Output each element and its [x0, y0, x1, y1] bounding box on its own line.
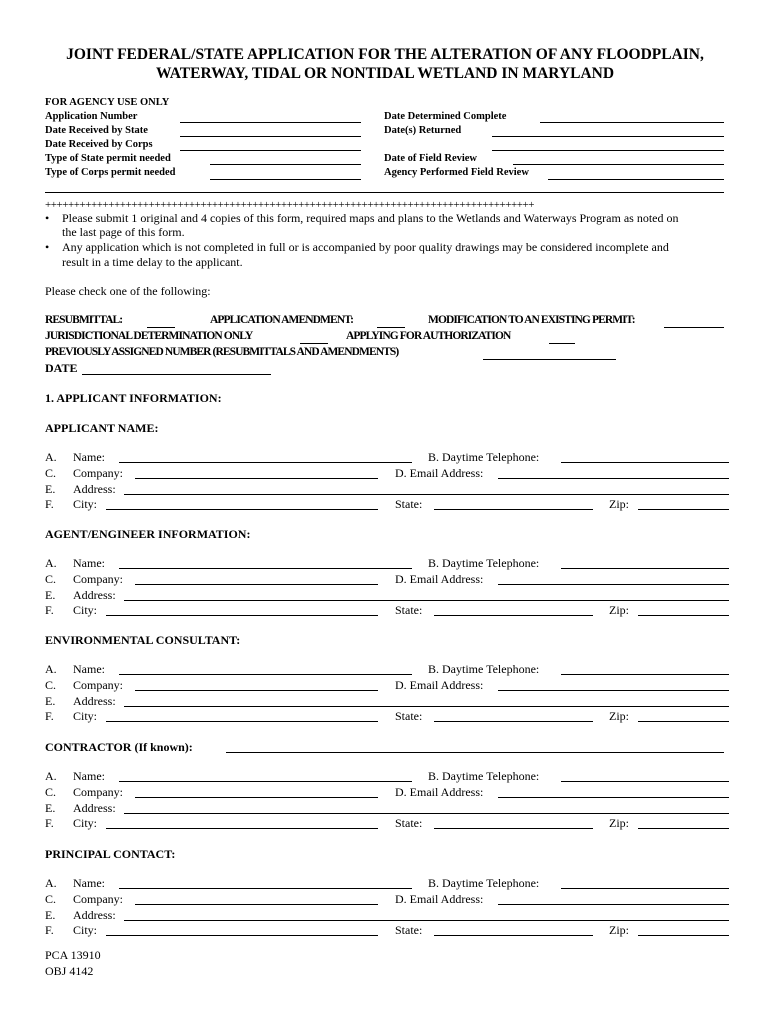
- label-date-determined-complete: Date Determined Complete: [384, 111, 507, 122]
- applicant-name-label: Name:: [73, 450, 105, 464]
- label-corps-permit-type: Type of Corps permit needed: [45, 167, 176, 178]
- applicant-phone-label: B. Daytime Telephone:: [428, 450, 540, 464]
- agent-zip-label: Zip:: [609, 603, 629, 617]
- agent-state-label: State:: [395, 603, 423, 617]
- principal-phone-field[interactable]: [561, 888, 729, 889]
- label-state-permit-type: Type of State permit needed: [45, 153, 171, 164]
- bullet-1-line-2: the last page of this form.: [62, 225, 185, 239]
- consultant-email-field[interactable]: [498, 690, 729, 691]
- consultant-zip-field[interactable]: [638, 721, 729, 722]
- agent-zip-field[interactable]: [638, 615, 729, 616]
- field-application-number[interactable]: [180, 122, 361, 123]
- contractor-company-label: Company:: [73, 785, 123, 799]
- agent-email-label: D. Email Address:: [395, 572, 484, 586]
- applicant-c-marker: C.: [45, 466, 57, 480]
- principal-email-label: D. Email Address:: [395, 892, 484, 906]
- principal-name-field[interactable]: [119, 888, 412, 889]
- bullet-2-line-1: Any application which is not completed in full or is accompanied by poor quality drawings may be considered incomplete and: [62, 240, 669, 254]
- principal-address-field[interactable]: [124, 920, 729, 921]
- consultant-c-marker: C.: [45, 678, 57, 692]
- applicant-company-field[interactable]: [135, 478, 378, 479]
- principal-c-marker: C.: [45, 892, 57, 906]
- principal-zip-field[interactable]: [638, 935, 729, 936]
- option-authorization-check[interactable]: [549, 343, 575, 344]
- contractor-city-field[interactable]: [106, 828, 378, 829]
- consultant-state-label: State:: [395, 709, 423, 723]
- check-prompt: Please check one of the following:: [45, 284, 211, 298]
- agent-company-label: Company:: [73, 572, 123, 586]
- option-amendment-check[interactable]: [377, 327, 405, 328]
- agent-a-marker: A.: [45, 556, 57, 570]
- agent-phone-label: B. Daytime Telephone:: [428, 556, 540, 570]
- field-date[interactable]: [82, 374, 271, 375]
- consultant-a-marker: A.: [45, 662, 57, 676]
- agent-address-label: Address:: [73, 588, 116, 602]
- field-dates-returned[interactable]: [492, 136, 724, 137]
- applicant-e-marker: E.: [45, 482, 56, 496]
- option-jurisdictional-label: JURISDICTIONAL DETERMINATION ONLY: [45, 330, 253, 342]
- principal-city-field[interactable]: [106, 935, 378, 936]
- bullet-1-line-1: Please submit 1 original and 4 copies of this form, required maps and plans to the Wetlands and Waterways Program as noted on: [62, 211, 679, 225]
- field-date-received-corps[interactable]: [180, 150, 361, 151]
- applicant-f-marker: F.: [45, 497, 54, 511]
- option-amendment-label: APPLICATION AMENDMENT:: [210, 314, 354, 326]
- label-date-field-review: Date of Field Review: [384, 153, 478, 164]
- contractor-company-field[interactable]: [135, 797, 378, 798]
- agency-use-heading: FOR AGENCY USE ONLY: [45, 97, 170, 108]
- applicant-city-label: City:: [73, 497, 98, 511]
- principal-name-label: Name:: [73, 876, 105, 890]
- principal-a-marker: A.: [45, 876, 57, 890]
- agent-company-field[interactable]: [135, 584, 378, 585]
- option-date-label: DATE: [45, 361, 78, 375]
- contractor-email-field[interactable]: [498, 797, 729, 798]
- consultant-name-label: Name:: [73, 662, 105, 676]
- contractor-zip-field[interactable]: [638, 828, 729, 829]
- contractor-state-label: State:: [395, 816, 423, 830]
- field-dates-returned-extra[interactable]: [492, 150, 724, 151]
- agent-address-field[interactable]: [124, 600, 729, 601]
- agent-city-field[interactable]: [106, 615, 378, 616]
- applicant-address-label: Address:: [73, 482, 116, 496]
- agent-city-label: City:: [73, 603, 98, 617]
- principal-company-field[interactable]: [135, 904, 378, 905]
- field-state-permit-type[interactable]: [210, 164, 361, 165]
- contractor-e-marker: E.: [45, 801, 56, 815]
- agent-c-marker: C.: [45, 572, 57, 586]
- contractor-city-label: City:: [73, 816, 98, 830]
- consultant-city-field[interactable]: [106, 721, 378, 722]
- contractor-name-label: Name:: [73, 769, 105, 783]
- contractor-phone-label: B. Daytime Telephone:: [428, 769, 540, 783]
- agent-heading: AGENT/ENGINEER INFORMATION:: [45, 527, 251, 541]
- option-jurisdictional-check[interactable]: [300, 343, 328, 344]
- principal-phone-label: B. Daytime Telephone:: [428, 876, 540, 890]
- contractor-state-field[interactable]: [434, 828, 593, 829]
- field-agency-field-review[interactable]: [548, 179, 724, 180]
- principal-email-field[interactable]: [498, 904, 729, 905]
- applicant-address-field[interactable]: [124, 494, 729, 495]
- bullet-2-symbol: •: [45, 240, 50, 254]
- option-resubmittal-check[interactable]: [147, 327, 175, 328]
- applicant-heading: APPLICANT NAME:: [45, 421, 159, 435]
- principal-city-label: City:: [73, 923, 98, 937]
- principal-company-label: Company:: [73, 892, 123, 906]
- form-title-line-2: WATERWAY, TIDAL OR NONTIDAL WETLAND IN MARYLAND: [155, 65, 615, 82]
- label-date-received-corps: Date Received by Corps: [45, 139, 153, 150]
- principal-address-label: Address:: [73, 908, 116, 922]
- bullet-2-line-2: result in a time delay to the applicant.: [62, 255, 243, 269]
- contractor-phone-field[interactable]: [561, 781, 729, 782]
- agent-e-marker: E.: [45, 588, 56, 602]
- principal-heading: PRINCIPAL CONTACT:: [45, 847, 176, 861]
- contractor-address-label: Address:: [73, 801, 116, 815]
- footer-obj: OBJ 4142: [45, 964, 94, 978]
- applicant-zip-field[interactable]: [638, 509, 729, 510]
- applicant-a-marker: A.: [45, 450, 57, 464]
- principal-zip-label: Zip:: [609, 923, 629, 937]
- field-date-received-state[interactable]: [180, 136, 361, 137]
- contractor-c-marker: C.: [45, 785, 57, 799]
- contractor-heading: CONTRACTOR (If known):: [45, 740, 193, 754]
- plus-separator: +++++++++++++++++++++++++++++++++++++++++++++++++++++++++++++++++++++++++++++++++++++: [45, 199, 535, 211]
- consultant-phone-label: B. Daytime Telephone:: [428, 662, 540, 676]
- principal-f-marker: F.: [45, 923, 54, 937]
- field-date-determined-complete[interactable]: [540, 122, 724, 123]
- agent-name-field[interactable]: [119, 568, 412, 569]
- applicant-email-field[interactable]: [498, 478, 729, 479]
- label-date-received-state: Date Received by State: [45, 125, 148, 136]
- consultant-city-label: City:: [73, 709, 98, 723]
- agency-block-rule: [45, 192, 724, 193]
- consultant-e-marker: E.: [45, 694, 56, 708]
- option-authorization-label: APPLYING FOR AUTHORIZATION: [346, 330, 511, 342]
- applicant-name-field[interactable]: [119, 462, 412, 463]
- label-agency-field-review: Agency Performed Field Review: [384, 167, 529, 178]
- principal-state-label: State:: [395, 923, 423, 937]
- consultant-state-field[interactable]: [434, 721, 593, 722]
- option-modification-check[interactable]: [664, 327, 724, 328]
- option-modification-label: MODIFICATION TO AN EXISTING PERMIT:: [428, 314, 635, 326]
- field-previous-number[interactable]: [483, 359, 616, 360]
- consultant-address-label: Address:: [73, 694, 116, 708]
- applicant-zip-label: Zip:: [609, 497, 629, 511]
- contractor-a-marker: A.: [45, 769, 57, 783]
- option-previous-number-label: PREVIOUSLY ASSIGNED NUMBER (RESUBMITTALS AND AMENDMENTS): [45, 346, 399, 358]
- agent-state-field[interactable]: [434, 615, 593, 616]
- bullet-1-symbol: •: [45, 211, 50, 225]
- contractor-address-field[interactable]: [124, 813, 729, 814]
- consultant-phone-field[interactable]: [561, 674, 729, 675]
- consultant-company-field[interactable]: [135, 690, 378, 691]
- applicant-city-field[interactable]: [106, 509, 378, 510]
- consultant-address-field[interactable]: [124, 706, 729, 707]
- agent-f-marker: F.: [45, 603, 54, 617]
- section-1-heading: 1. APPLICANT INFORMATION:: [45, 391, 222, 405]
- principal-e-marker: E.: [45, 908, 56, 922]
- principal-state-field[interactable]: [434, 935, 593, 936]
- field-corps-permit-type[interactable]: [210, 179, 361, 180]
- contractor-name-field[interactable]: [119, 781, 412, 782]
- footer-pca: PCA 13910: [45, 948, 101, 962]
- applicant-company-label: Company:: [73, 466, 123, 480]
- agent-phone-field[interactable]: [561, 568, 729, 569]
- contractor-zip-label: Zip:: [609, 816, 629, 830]
- consultant-company-label: Company:: [73, 678, 123, 692]
- agent-name-label: Name:: [73, 556, 105, 570]
- option-resubmittal-label: RESUBMITTAL:: [45, 314, 123, 326]
- label-application-number: Application Number: [45, 111, 138, 122]
- consultant-email-label: D. Email Address:: [395, 678, 484, 692]
- consultant-name-field[interactable]: [119, 674, 412, 675]
- field-date-field-review[interactable]: [513, 164, 724, 165]
- applicant-email-label: D. Email Address:: [395, 466, 484, 480]
- form-title-line-1: JOINT FEDERAL/STATE APPLICATION FOR THE ALTERATION OF ANY FLOODPLAIN,: [66, 46, 704, 63]
- consultant-f-marker: F.: [45, 709, 54, 723]
- applicant-state-label: State:: [395, 497, 423, 511]
- agent-email-field[interactable]: [498, 584, 729, 585]
- consultant-zip-label: Zip:: [609, 709, 629, 723]
- consultant-heading: ENVIRONMENTAL CONSULTANT:: [45, 633, 241, 647]
- applicant-phone-field[interactable]: [561, 462, 729, 463]
- applicant-state-field[interactable]: [434, 509, 593, 510]
- contractor-email-label: D. Email Address:: [395, 785, 484, 799]
- label-dates-returned: Date(s) Returned: [384, 125, 462, 136]
- contractor-f-marker: F.: [45, 816, 54, 830]
- contractor-heading-field[interactable]: [226, 752, 724, 753]
